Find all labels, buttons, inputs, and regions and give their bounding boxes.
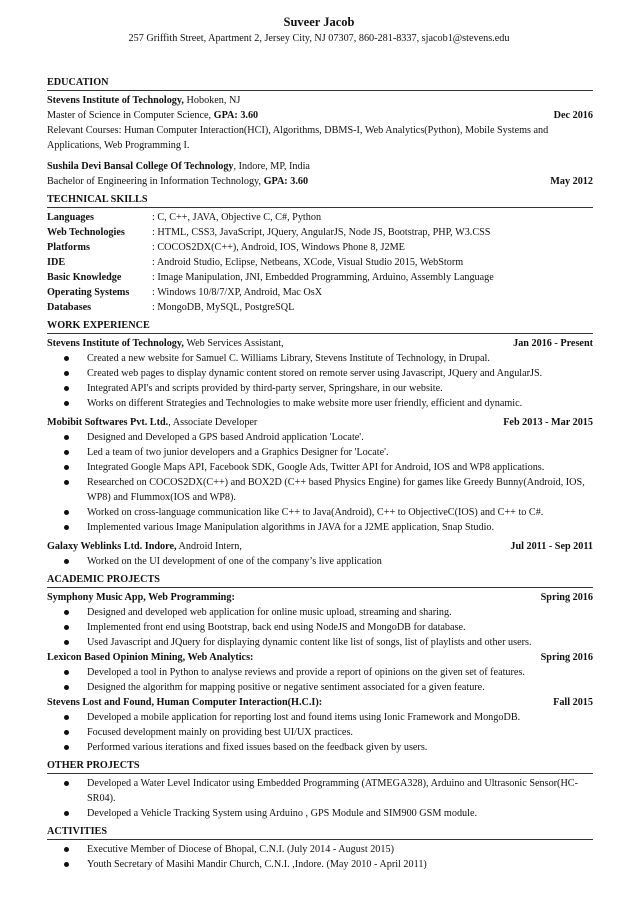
degree: Bachelor of Engineering in Information Technology, <box>47 176 262 187</box>
bullet-icon <box>64 371 69 376</box>
skill-value: : Windows 10/8/7/XP, Android, Mac OsX <box>152 287 323 298</box>
skill-key: IDE <box>47 257 66 268</box>
list-item: Integrated Google Maps API, Facebook SDK, Google Ads, Twitter API for Android, IOS and WP8 applications. <box>47 460 593 475</box>
list-item: Worked on cross-language communication like C++ to Java(Android), C++ to ObjectiveC(IOS) and C++ to C#. <box>47 505 593 520</box>
education-entry-sdbct <box>47 159 593 189</box>
bullet-icon <box>64 525 69 530</box>
list-item: Developed a mobile application for reporting lost and found items using Ionic Framework and MongoDB. <box>47 710 593 725</box>
list-item: Implemented various Image Manipulation algorithms in JAVA for a J2ME application, Snap Studio. <box>47 520 593 535</box>
company-name: Stevens Institute of Technology, <box>47 338 184 349</box>
skill-key: Databases <box>47 302 92 313</box>
graduation-date: May 2012 <box>550 176 593 187</box>
skill-key: Languages <box>47 212 94 223</box>
job-entry-stevens <box>47 336 593 411</box>
contact-line: 257 Griffith Street, Apartment 2, Jersey City, NJ 07307, 860-281-8337, sjacob1@stevens.edu <box>128 33 510 44</box>
relevant-courses: Relevant Courses: Human Computer Interaction(HCI), Algorithms, DBMS-I, Web Analytics(Python), Mobile Systems and Applications, Web Programming I. <box>47 125 549 151</box>
bullet-icon <box>64 781 69 786</box>
job-role: , Associate Developer <box>168 417 258 428</box>
job-entry-galaxy <box>47 539 593 569</box>
bullet-icon <box>64 640 69 645</box>
list-item: Developed a Water Level Indicator using Embedded Programming (ATMEGA328), Arduino and Ultrasonic Sensor(HC-SR04). <box>47 776 593 806</box>
bullet-icon <box>64 465 69 470</box>
company-name: Galaxy Weblinks Ltd. Indore, <box>47 541 177 552</box>
bullet-icon <box>64 610 69 615</box>
list-item: Implemented front end using Bootstrap, back end using NodeJS and MongoDB for database. <box>47 620 593 635</box>
bullet-icon <box>64 450 69 455</box>
section-title-other: OTHER PROJECTS <box>47 759 593 774</box>
skill-key: Operating Systems <box>47 287 130 298</box>
skill-value: : MongoDB, MySQL, PostgreSQL <box>152 302 295 313</box>
degree: Master of Science in Computer Science, <box>47 110 212 121</box>
bullet-icon <box>64 685 69 690</box>
bullet-icon <box>64 401 69 406</box>
skills-table <box>47 210 593 315</box>
bullet-icon <box>64 559 69 564</box>
project-name: Symphony Music App, Web Programming: <box>47 592 235 603</box>
bullet-icon <box>64 356 69 361</box>
project-name: Stevens Lost and Found, Human Computer Interaction(H.C.I): <box>47 697 323 708</box>
education-entry-stevens <box>47 93 593 153</box>
bullet-icon <box>64 480 69 485</box>
list-item: Developed a tool in Python to analyse reviews and provide a report of opinions on the given set of features. <box>47 665 593 680</box>
skill-value: : HTML, CSS3, JavaScript, JQuery, AngularJS, Node JS, Bootstrap, PHP, W3.CSS <box>152 227 491 238</box>
bullet-icon <box>64 862 69 867</box>
gpa: GPA: 3.60 <box>261 176 309 187</box>
bullet-icon <box>64 435 69 440</box>
section-title-education: EDUCATION <box>47 76 593 91</box>
activities-list <box>47 842 593 872</box>
job-role: Web Services Assistant, <box>183 338 284 349</box>
job-entry-mobibit <box>47 415 593 535</box>
project-entry-lexicon <box>47 650 593 695</box>
list-item: Youth Secretary of Masihi Mandir Church, C.N.I. ,Indore. (May 2010 - April 2011) <box>47 857 593 872</box>
bullet-icon <box>64 811 69 816</box>
bullet-icon <box>64 715 69 720</box>
list-item: Used Javascript and JQuery for displaying dynamic content like list of songs, list of playlists and other users. <box>47 635 593 650</box>
project-date: Fall 2015 <box>553 697 593 708</box>
job-date: Jul 2011 - Sep 2011 <box>510 541 593 552</box>
list-item: Integrated API's and scripts provided by third-party server, Springshare, in our website. <box>47 381 593 396</box>
job-date: Jan 2016 - Present <box>513 338 593 349</box>
list-item: Designed the algorithm for mapping positive or negative sentiment associated for a given feature. <box>47 680 593 695</box>
skill-key: Platforms <box>47 242 90 253</box>
bullet-icon <box>64 670 69 675</box>
bullet-icon <box>64 847 69 852</box>
bullet-icon <box>64 510 69 515</box>
list-item: Created web pages to display dynamic content stored on remote server using Javascript, JQuery and AngularJS. <box>47 366 593 381</box>
bullet-icon <box>64 730 69 735</box>
list-item: Works on different Strategies and Technologies to make website more user friendly, efficient and dynamic. <box>47 396 593 411</box>
skill-value: : C, C++, JAVA, Objective C, C#, Python <box>152 212 322 223</box>
project-name: Lexicon Based Opinion Mining, Web Analytics: <box>47 652 254 663</box>
list-item: Performed various iterations and fixed issues based on the feedback given by users. <box>47 740 593 755</box>
school-location: , Indore, MP, India <box>233 161 310 172</box>
skill-key: Basic Knowledge <box>47 272 122 283</box>
list-item: Executive Member of Diocese of Bhopal, C.N.I. (July 2014 - August 2015) <box>47 842 593 857</box>
job-role: Android Intern, <box>176 541 242 552</box>
job-date: Feb 2013 - Mar 2015 <box>503 417 593 428</box>
list-item: Focused development mainly on providing best UI/UX practices. <box>47 725 593 740</box>
resume-content <box>47 72 593 872</box>
school-name: Stevens Institute of Technology, <box>47 95 184 106</box>
project-date: Spring 2016 <box>540 592 593 603</box>
list-item: Researched on COCOS2DX(C++) and BOX2D (C++ based Physics Engine) for games like Greedy Bunny(Android, IOS, WP8) and Flummox(IOS and WP8). <box>47 475 593 505</box>
gpa: GPA: 3.60 <box>211 110 259 121</box>
candidate-name: Suveer Jacob <box>283 15 355 29</box>
list-item: Led a team of two junior developers and a Graphics Designer for 'Locate'. <box>47 445 593 460</box>
project-date: Spring 2016 <box>540 652 593 663</box>
skill-value: : COCOS2DX(C++), Android, IOS, Windows Phone 8, J2ME <box>152 242 405 253</box>
list-item: Developed a Vehicle Tracking System using Arduino , GPS Module and SIM900 GSM module. <box>47 806 593 821</box>
project-entry-symphony <box>47 590 593 650</box>
school-location: Hoboken, NJ <box>183 95 241 106</box>
list-item: Designed and developed web application for online music upload, streaming and sharing. <box>47 605 593 620</box>
bullet-icon <box>64 386 69 391</box>
skill-value: : Image Manipulation, JNI, Embedded Programming, Arduino, Assembly Language <box>152 272 494 283</box>
section-title-academic: ACADEMIC PROJECTS <box>47 573 593 588</box>
list-item: Created a new website for Samuel C. Williams Library, Stevens Institute of Technology, in Drupal. <box>47 351 593 366</box>
list-item: Worked on the UI development of one of the company’s live application <box>47 554 593 569</box>
bullet-icon <box>64 745 69 750</box>
other-projects-list <box>47 776 593 821</box>
section-title-activities: ACTIVITIES <box>47 825 593 840</box>
company-name: Mobibit Softwares Pvt. Ltd. <box>47 417 169 428</box>
bullet-icon <box>64 625 69 630</box>
list-item: Designed and Developed a GPS based Android application 'Locate'. <box>47 430 593 445</box>
project-entry-lost-found <box>47 695 593 755</box>
section-title-work: WORK EXPERIENCE <box>47 319 593 334</box>
graduation-date: Dec 2016 <box>553 110 593 121</box>
section-title-skills: TECHNICAL SKILLS <box>47 193 593 208</box>
school-name: Sushila Devi Bansal College Of Technology <box>47 161 234 172</box>
skill-value: : Android Studio, Eclipse, Netbeans, XCode, Visual Studio 2015, WebStorm <box>152 257 464 268</box>
skill-key: Web Technologies <box>47 227 125 238</box>
